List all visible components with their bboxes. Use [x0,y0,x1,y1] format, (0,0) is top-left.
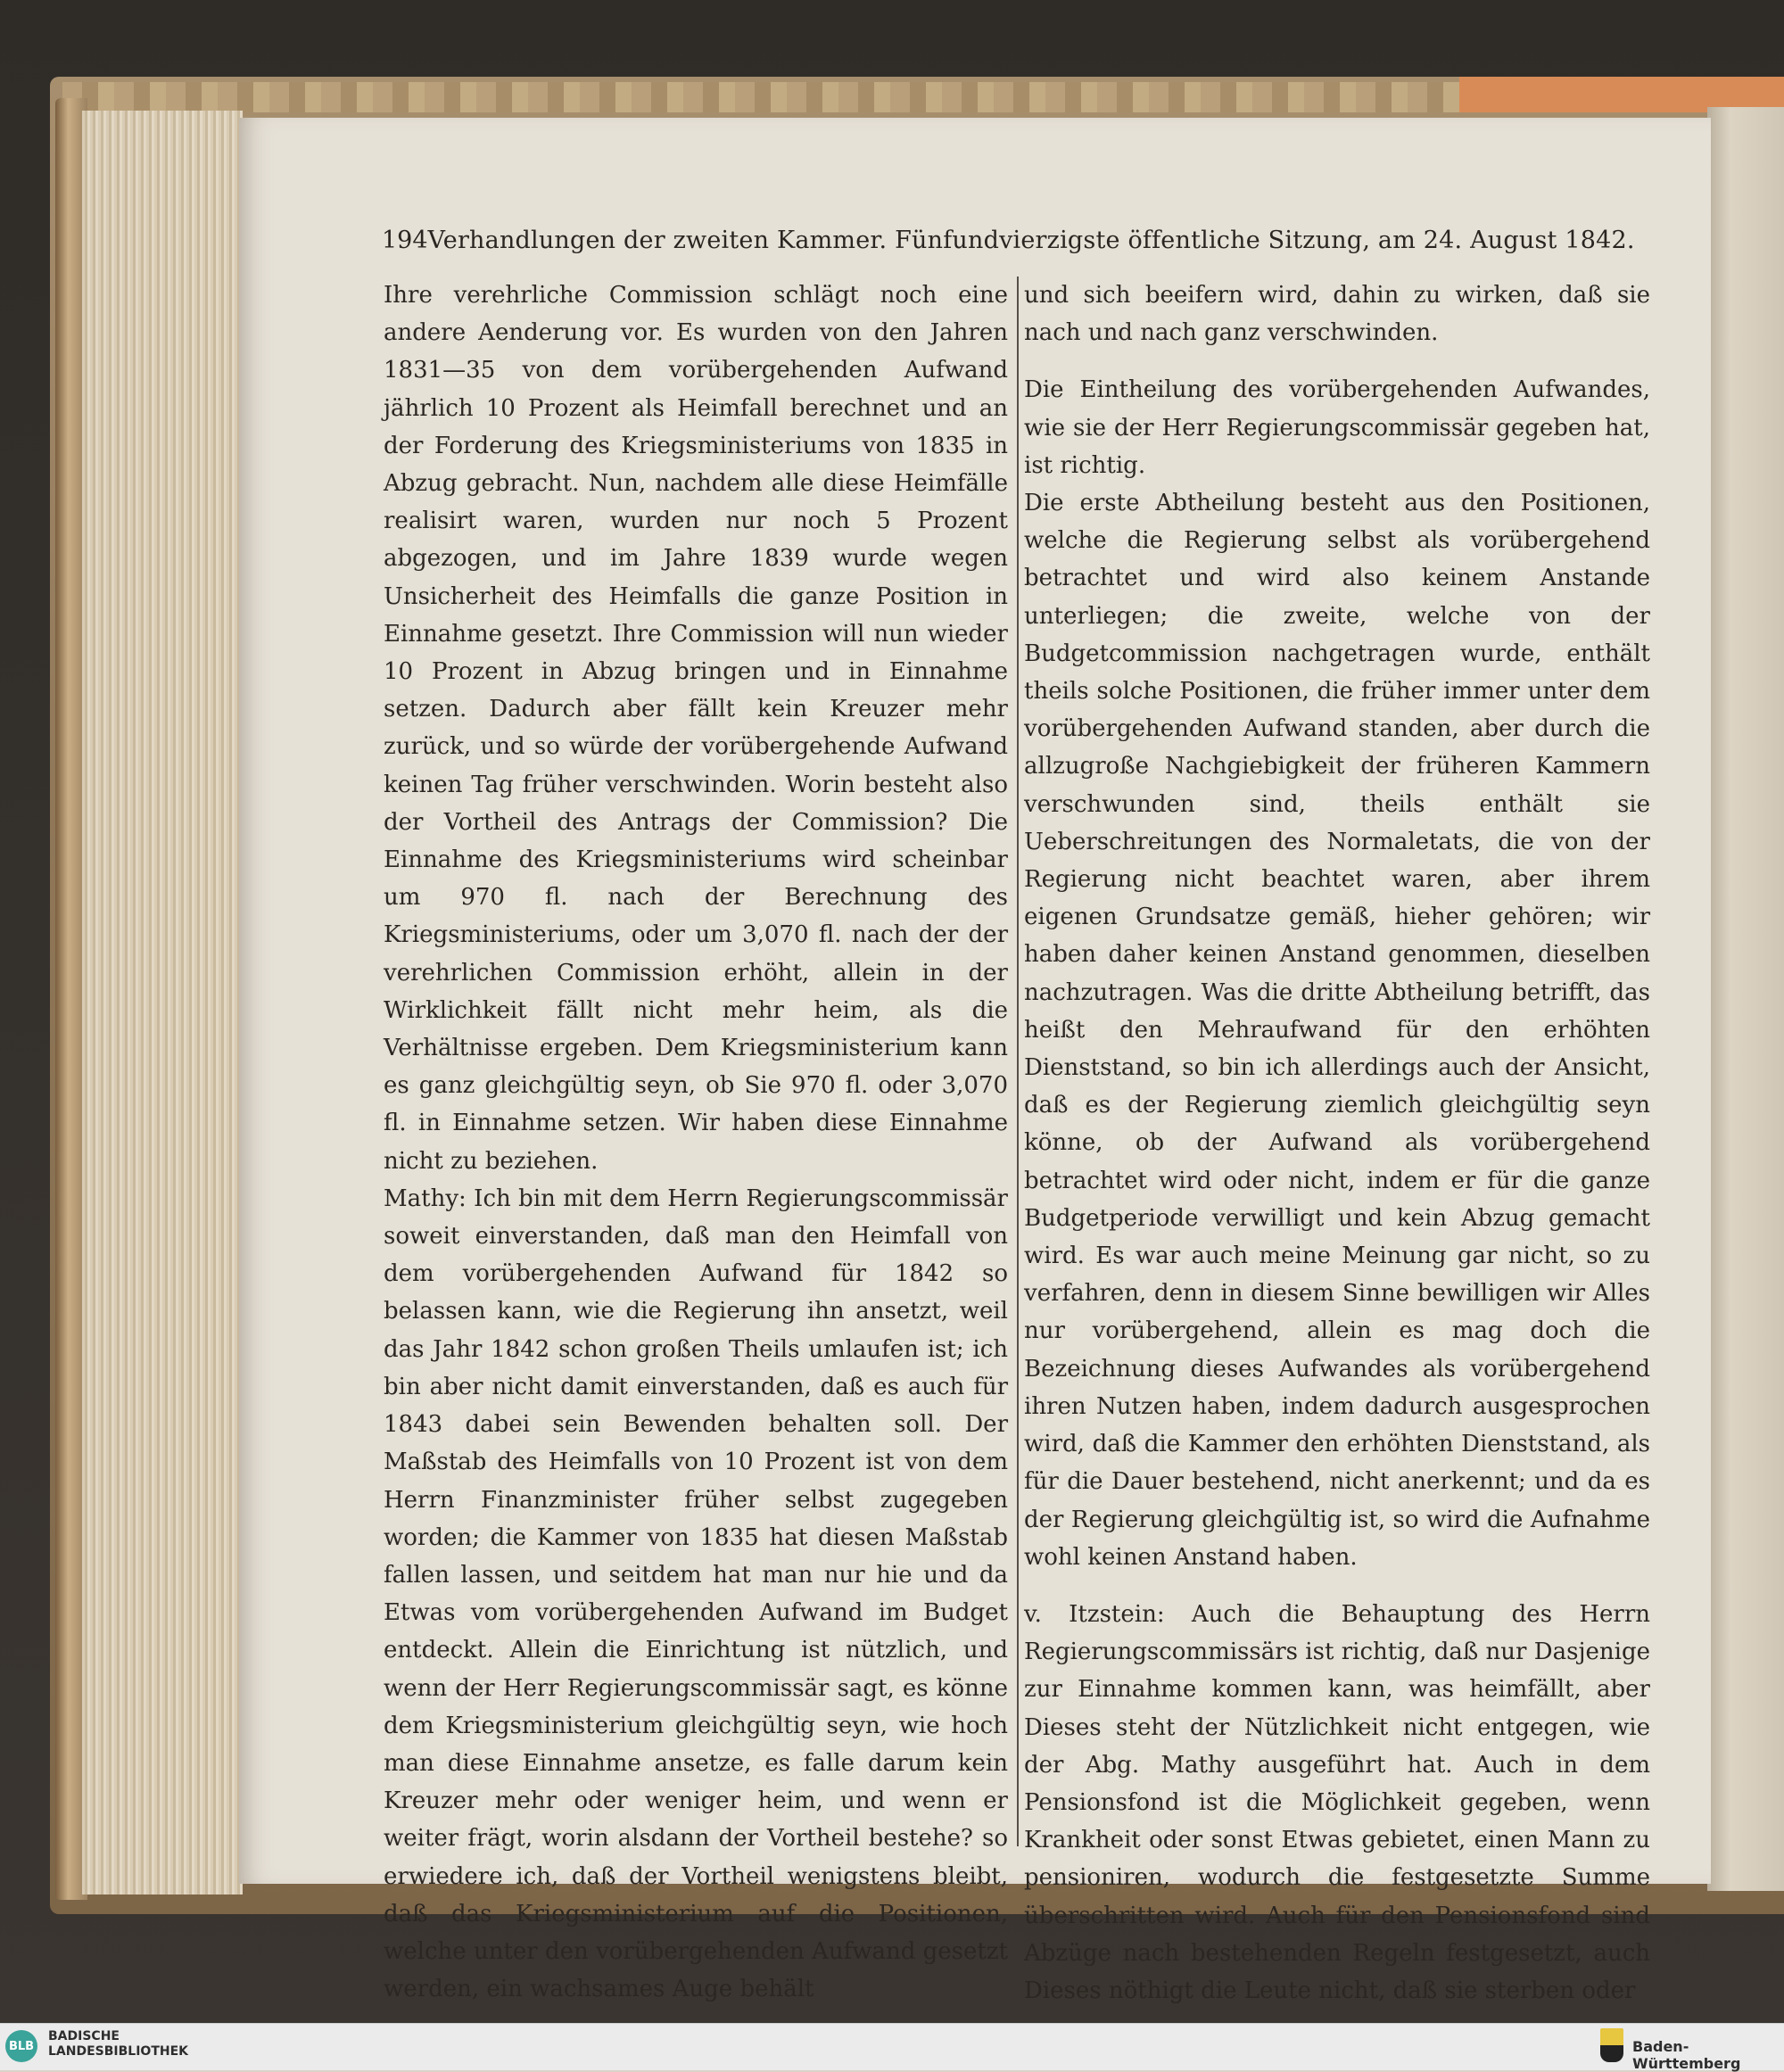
facing-page-edge [1707,107,1784,1891]
library-name[interactable] [48,2029,188,2060]
blb-logo[interactable]: BLB [5,2030,37,2062]
page-number: 194 [382,227,428,254]
running-head [382,227,1635,262]
column-divider [1017,277,1019,1846]
right-text-column [1024,277,1650,2010]
viewer-footer [0,2023,1784,2070]
paragraph: Die Eintheilung des vorübergehenden Aufwandes, wie sie der Herr Regierungscommissär gegeben hat, ist richtig. [1024,376,1650,479]
paragraph: Die erste Abtheilung besteht aus den Positionen, welche die Regierung selbst als vorübergehend betrachtet und wird also keinem Anstande unterliegen; die zweite, welche von der Budgetcommission nachgetragen wurde, enthält theils solche Positionen, die früher immer unter dem vorübergehenden Aufwand standen, aber durch die allzugroße Nachgiebigkeit der früheren Kammern verschwunden sind, theils enthält sie Ueberschreitungen des Normaletats, die von der Regierung nicht beachtet waren, aber ihrem eigenen Grundsatze gemäß, hieher gehören; wir haben daher keinen Anstand genommen, dieselben nachzutragen. Was die dritte Abtheilung betrifft, das heißt den Mehraufwand für den erhöhten Dienststand, so bin ich allerdings auch der Ansicht, daß es der Regierung ziemlich gleichgültig seyn könne, ob der Aufwand als vorübergehend betrachtet wird oder nicht, indem er für die ganze Budgetperiode verwilligt und kein Abzug gemacht wird. Es war auch meine Meinung gar nicht, so zu verfahren, denn in diesem Sinne bewilligen wir Alles nur vorübergehend, allein es mag doch die Bezeichnung dieses Aufwandes als vorübergehend ihren Nutzen haben, indem dadurch ausgesprochen wird, daß die Kammer den erhöhten Dienststand, als für die Dauer bestehend, nicht anerkennt; und da es der Regierung gleichgültig ist, so wird die Aufnahme wohl keinen Anstand haben. [1024,490,1650,1571]
library-name-line2: LANDESBIBLIOTHEK [48,2044,189,2059]
running-head-title: Verhandlungen der zweiten Kammer. Fünfundvierzigste öffentliche Sitzung, am 24. August 1842. [427,227,1635,254]
library-name-line1: BADISCHE [48,2029,120,2043]
paragraph: Ihre verehrliche Commission schlägt noch eine andere Aenderung vor. Es wurden von den Jahren 1831—35 von dem vorübergehenden Aufwand jährlich 10 Prozent als Heimfall berechnet und an der Forderung des Kriegsministeriums von 1835 in Abzug gebracht. Nun, nachdem alle diese Heimfälle realisirt waren, wurden nur noch 5 Prozent abgezogen, und im Jahre 1839 wurde wegen Unsicherheit des Heimfalls die ganze Position in Einnahme gesetzt. Ihre Commission will nun wieder 10 Prozent in Abzug bringen und in Einnahme setzen. Dadurch aber fällt kein Kreuzer mehr zurück, und so würde der vorübergehende Aufwand keinen Tag früher verschwinden. Worin besteht also der Vortheil des Antrags der Commission? Die Einnahme des Kriegsministeriums wird scheinbar um 970 fl. nach der Berechnung des Kriegsministeriums, oder um 3,070 fl. nach der der verehrlichen Commission erhöht, allein in der Wirklichkeit fällt nicht mehr heim, als die Verhältnisse ergeben. Dem Kriegsministerium kann es ganz gleichgültig seyn, ob Sie 970 fl. oder 3,070 fl. in Einnahme setzen. Wir haben diese Einnahme nicht zu beziehen. [384,282,1008,1175]
paragraph: Mathy: Ich bin mit dem Herrn Regierungscommissär soweit einverstanden, daß man den Heimfall von dem vorübergehenden Aufwand für 1842 so belassen kann, wie die Regierung ihn ansetzt, weil das Jahr 1842 schon großen Theils umlaufen ist; ich bin aber nicht damit einverstanden, daß es auch für 1843 dabei sein Bewenden behalten soll. Der Maßstab des Heimfalls von 10 Prozent ist von dem Herrn Finanzminister früher selbst zugegeben worden; die Kammer von 1835 hat diesen Maßstab fallen lassen, und seitdem hat man nur hie und da Etwas vom vorübergehenden Aufwand im Budget entdeckt. Allein die Einrichtung ist nützlich, und wenn der Herr Regierungscommissär sagt, es könne dem Kriegsministerium gleichgültig seyn, wie hoch man diese Einnahme ansetze, es falle darum kein Kreuzer mehr oder weniger heim, und wenn er weiter frägt, worin alsdann der Vortheil bestehe? so erwiedere ich, daß der Vortheil wenigstens bleibt, daß das Kriegsministerium auf die Positionen, welche unter den vorübergehenden Aufwand gesetzt werden, ein wachsames Auge behält [384,1185,1008,2003]
paragraph: und sich beeifern wird, dahin zu wirken, daß sie nach und nach ganz verschwinden. [1024,282,1650,347]
page-block-edge [82,111,243,1895]
paragraph: v. Itzstein: Auch die Behauptung des Herrn Regierungscommissärs ist richtig, daß nur Dasjenige zur Einnahme kommen kann, was heimfällt, aber Dieses steht der Nützlichkeit nicht entgegen, wie der Abg. Mathy ausgeführt hat. Auch in dem Pensionsfond ist die Möglichkeit gegeben, wenn Krankheit oder sonst Etwas gebietet, einen Mann zu pensioniren, wodurch die festgesetzte Summe überschritten wird. Auch für den Pensionsfond sind Abzüge nach bestehenden Regeln festgesetzt, auch Dieses nöthigt die Leute nicht, daß sie sterben oder [1024,1600,1650,2004]
left-text-column [384,277,1008,2008]
coat-of-arms-icon [1600,2028,1623,2062]
state-name[interactable]: Baden-Württemberg [1632,2038,1741,2072]
